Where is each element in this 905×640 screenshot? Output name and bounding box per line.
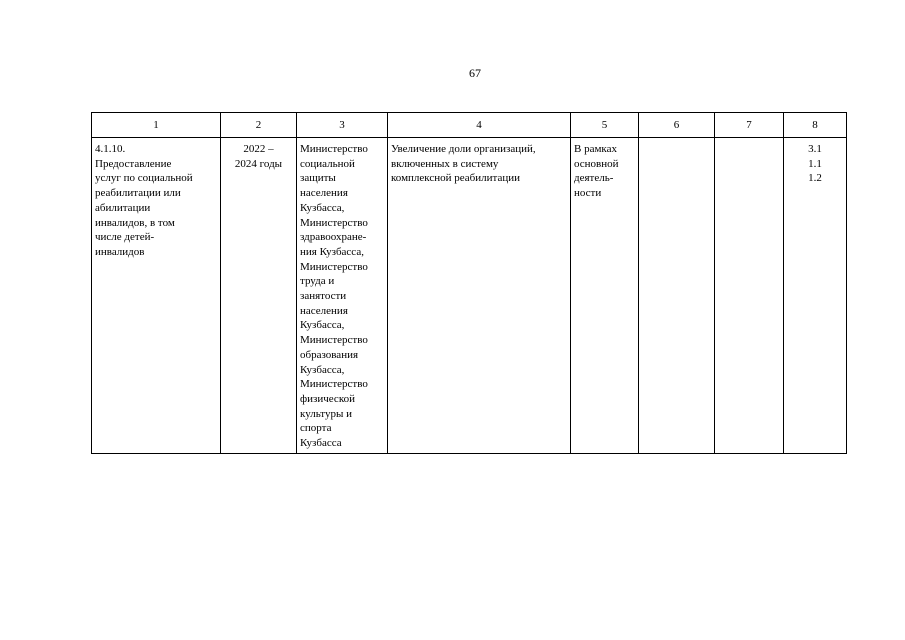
data-table [91,112,847,454]
header-cell-4: 4 [388,113,571,138]
text-line: защиты [300,172,336,185]
text-line: социальной [300,157,355,170]
text-line: 2024 годы [234,157,283,170]
table-row [92,138,847,454]
header-cell-1: 1 [92,113,221,138]
header-cell-6: 6 [639,113,715,138]
empty-cell-6 [639,138,715,454]
text-line: спорта [300,422,332,435]
text-line: 1.2 [808,172,822,185]
text-line: 2022 – [243,143,274,155]
text-line: Министерство [300,378,368,391]
header-cell-2: 2 [221,113,297,138]
header-cell-7: 7 [715,113,784,138]
text-line: комплексной реабилитации [391,172,521,185]
text-line: Кузбасса, [300,363,345,376]
header-cell-3: 3 [297,113,388,138]
text-line: абилитации [95,201,151,214]
header-cell-5: 5 [571,113,639,138]
text-line: Кузбасса [300,437,342,450]
page-number: 67 [469,66,481,80]
text-line: 3.1 [808,143,822,155]
text-line: труда и [300,275,335,288]
text-line: основной [574,157,619,170]
text-line: занятости [300,290,347,303]
text-line: ности [574,187,602,200]
text-line: ния Кузбасса, [300,245,364,258]
text-line: образования [300,348,359,361]
text-line: инвалидов, в том [95,216,175,229]
text-line: здравоохране- [300,231,367,244]
text-line: 1.1 [808,157,822,170]
empty-cell-7 [715,138,784,454]
text-line: Министерство [300,216,368,229]
text-line: Кузбасса, [300,201,345,214]
text-line: физической [300,392,355,405]
text-line: Кузбасса, [300,319,345,332]
executors-cell [297,138,388,454]
text-line: включенных в систему [391,157,499,170]
text-line: услуг по социальной [95,172,193,185]
text-line: культуры и [300,407,352,420]
text-line: В рамках [574,143,617,155]
text-line: Министерство [300,143,368,155]
period-cell [221,138,297,454]
funding-cell [571,138,639,454]
text-line: реабилитации или [95,187,181,200]
table-header-row [92,113,847,138]
text-line: 4.1.10. [95,143,126,155]
text-line: деятель- [574,172,614,185]
measure-name-cell [92,138,221,454]
indicator-refs-cell [784,138,847,454]
result-cell [388,138,571,454]
text-line: Министерство [300,260,368,273]
text-line: числе детей- [95,231,155,244]
text-line: инвалидов [95,245,145,258]
text-line: Увеличение доли организаций, [391,143,536,155]
text-line: населения [300,304,348,317]
text-line: населения [300,187,348,200]
header-cell-8: 8 [784,113,847,138]
text-line: Предоставление [95,157,172,170]
text-line: Министерство [300,334,368,347]
